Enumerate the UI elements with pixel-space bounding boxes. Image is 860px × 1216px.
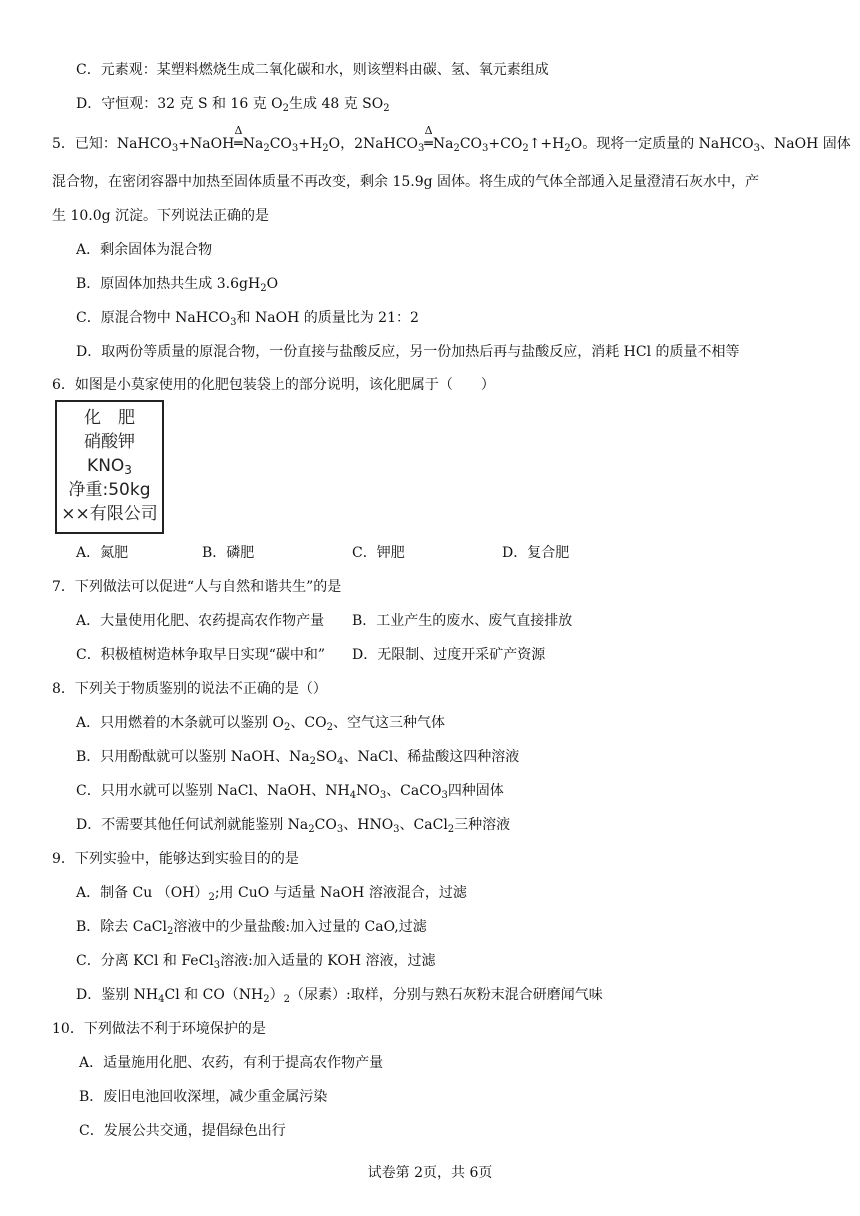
q5-option-a: A．剩余固体为混合物 (76, 242, 213, 258)
label-line-2: 硝酸钾 (84, 432, 135, 452)
label-line-5: ××有限公司 (61, 504, 158, 524)
q7-option-d: D．无限制、过度开采矿产资源 (352, 647, 546, 663)
q7-option-b: B．工业产生的废水、废气直接排放 (352, 613, 573, 629)
label-line-4: 净重:50kg (68, 480, 151, 500)
q9-option-a: A．制备 Cu $(OH)_2$;用 CuO 与适量 NaOH 溶液混合，过滤 (76, 885, 467, 903)
q10-option-b: B．废旧电池回收深埋，减少重金属污染 (79, 1089, 328, 1105)
q8-option-d: D．不需要其他任何试剂就能鉴别 $Na_2CO_3$、$HNO_3$、CaCl$_2$三种溶液 (76, 817, 511, 835)
q10-option-c: C．发展公共交通，提倡绿色出行 (79, 1123, 286, 1139)
q6-option-c: C．钾肥 (352, 545, 405, 561)
page-footer: 试卷第 2页，共 6页 (367, 1165, 493, 1181)
q7-option-c: C．积极植树造林争取早日实现“碳中和” (76, 647, 326, 663)
q6-option-d: D．复合肥 (502, 545, 570, 561)
q4-option-c: C．元素观：某塑料燃烧生成二氧化碳和水，则该塑料由碳、氢、氧元素组成 (76, 62, 549, 78)
q8-stem: 8．下列关于物质鉴别的说法不正确的是（） (52, 681, 327, 697)
heat-equals-sign-2: Δ ═ (424, 124, 433, 152)
q4-option-d: D．守恒观：32 克 S 和 16 克 $O_2$生成 48 克 $SO_2$ (76, 96, 390, 114)
q9-stem: 9．下列实验中，能够达到实验目的的是 (52, 851, 299, 867)
q8-option-a: A．只用燃着的木条就可以鉴别 $O_2$、$CO_2$、空气这三种气体 (76, 715, 445, 733)
q8-option-b: B．只用酚酞就可以鉴别 NaOH、$Na_2SO_4$、NaCl、稀盐酸这四种溶液 (76, 749, 520, 767)
heat-equals-sign: Δ ═ (234, 124, 243, 152)
q9-option-c: C．分离 KCl 和 FeCl$_3$溶液:加入适量的 KOH 溶液，过滤 (76, 953, 436, 971)
q5-option-b: B．原固体加热共生成 $3.6gH_2O$ (76, 276, 279, 294)
q5-option-c: C．原混合物中 NaHCO$_3$和 NaOH 的质量比为 21：2 (76, 310, 419, 328)
q5-stem-line2: 混合物，在密闭容器中加热至固体质量不再改变，剩余 15.9g 固体。将生成的气体全部通入足量澄清石灰水中，产 (52, 174, 760, 190)
label-line-1: 化 肥 (84, 408, 135, 428)
q10-option-a: A．适量施用化肥、农药，有利于提高农作物产量 (79, 1055, 384, 1071)
q7-stem: 7．下列做法可以促进“人与自然和谐共生”的是 (52, 579, 342, 595)
q5-stem-line3: 生 10.0g 沉淀。下列说法正确的是 (52, 208, 270, 224)
q5-option-d: D．取两份等质量的原混合物，一份直接与盐酸反应，另一份加热后再与盐酸反应，消耗 HCl 的质量不相等 (76, 344, 740, 360)
q7-option-a: A．大量使用化肥、农药提高农作物产量 (76, 613, 325, 629)
q5-stem-line1: 5．已知：NaHCO$_3$+NaOH Δ $═Na_2CO_3+H_2O$，2NaHCO$_3$ Δ $═Na_2CO_3+CO_2↑+H_2O$。现将一定质量的 NaHCO$_3$、NaOH 固体 (52, 124, 851, 154)
q10-stem: 10．下列做法不利于环境保护的是 (52, 1021, 266, 1037)
q6-option-a: A．氮肥 (76, 545, 129, 561)
q6-option-b: B．磷肥 (202, 545, 255, 561)
fertilizer-label-image (55, 400, 164, 534)
q9-option-d: D．鉴别 $NH_4Cl$ 和 $CO(NH_2)_2$（尿素）:取样，分别与熟石灰粉末混合研磨闻气味 (76, 987, 603, 1005)
q9-option-b: B．除去 CaCl$_2$溶液中的少量盐酸:加入过量的 CaO,过滤 (76, 919, 427, 937)
q6-stem: 6．如图是小莫家使用的化肥包装袋上的部分说明，该化肥属于（ ） (52, 377, 495, 393)
q8-option-c: C．只用水就可以鉴别 NaCl、NaOH、$NH_4NO_3$、CaCO$_3$四种固体 (76, 783, 504, 801)
label-line-3: $KNO_3$ (87, 456, 132, 477)
